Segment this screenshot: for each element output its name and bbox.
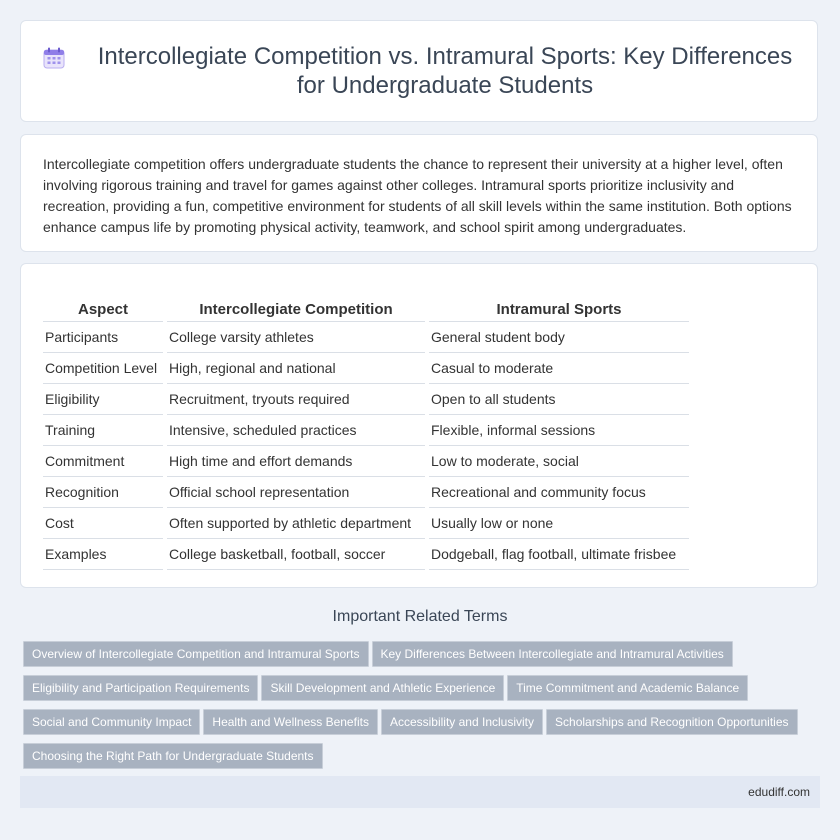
table-row [43,508,689,539]
intro-card [20,134,818,252]
table-cell: Cost [43,508,163,539]
table-header-row [43,294,689,322]
table-cell: Often supported by athletic department [167,508,425,539]
table-cell: General student body [429,322,689,353]
related-term-tag[interactable]: Health and Wellness Benefits [203,709,378,735]
calendar-icon [43,47,65,69]
related-terms-title: Important Related Terms [332,608,508,625]
table-row [43,384,689,415]
table-cell: Recognition [43,477,163,508]
related-terms-list [23,641,823,777]
table-cell: College basketball, football, soccer [167,539,425,570]
header-intercollegiate: Intercollegiate Competition [167,294,425,322]
table-cell: Participants [43,322,163,353]
related-term-tag[interactable]: Skill Development and Athletic Experience [261,675,504,701]
table-cell: Intensive, scheduled practices [167,415,425,446]
table-cell: Recruitment, tryouts required [167,384,425,415]
related-term-tag[interactable]: Choosing the Right Path for Undergraduate Students [23,743,323,769]
table-cell: Eligibility [43,384,163,415]
intro-paragraph: Intercollegiate competition offers undergraduate students the chance to represent their university at a higher level, often involving rigorous training and travel for games against other colleges. Intramural sports prioritize inclusivity and recreation, providing a fun, competitive environment for students of all skill levels within the same institution. Both options enhance campus life by promoting physical activity, teamwork, and school spirit among undergraduates. [43,156,792,235]
table-cell: High, regional and national [167,353,425,384]
related-term-tag[interactable]: Scholarships and Recognition Opportunities [546,709,797,735]
header-intramural: Intramural Sports [429,294,689,322]
page-title: Intercollegiate Competition vs. Intramural Sports: Key Differences for Undergraduate Students [97,43,793,99]
table-cell: Flexible, informal sessions [429,415,689,446]
table-cell: Usually low or none [429,508,689,539]
table-row [43,415,689,446]
table-cell: Competition Level [43,353,163,384]
related-term-tag[interactable]: Time Commitment and Academic Balance [507,675,748,701]
related-term-tag[interactable]: Social and Community Impact [23,709,200,735]
table-cell: Examples [43,539,163,570]
header-card [20,20,818,122]
table-row [43,477,689,508]
table-cell: Recreational and community focus [429,477,689,508]
table-row [43,539,689,570]
table-cell: Casual to moderate [429,353,689,384]
related-term-tag[interactable]: Eligibility and Participation Requirements [23,675,258,701]
table-cell: College varsity athletes [167,322,425,353]
related-term-tag[interactable]: Overview of Intercollegiate Competition and Intramural Sports [23,641,369,667]
table-cell: Official school representation [167,477,425,508]
table-cell: Open to all students [429,384,689,415]
table-cell: Training [43,415,163,446]
comparison-card [20,263,818,588]
related-term-tag[interactable]: Accessibility and Inclusivity [381,709,543,735]
table-row [43,353,689,384]
table-row [43,446,689,477]
header-aspect: Aspect [43,294,163,322]
comparison-table [39,294,693,570]
table-cell: Dodgeball, flag football, ultimate frisbee [429,539,689,570]
footer-site[interactable]: edudiff.com [748,785,810,799]
table-cell: High time and effort demands [167,446,425,477]
footer [20,776,820,808]
table-cell: Low to moderate, social [429,446,689,477]
table-row [43,322,689,353]
table-cell: Commitment [43,446,163,477]
related-term-tag[interactable]: Key Differences Between Intercollegiate and Intramural Activities [372,641,733,667]
